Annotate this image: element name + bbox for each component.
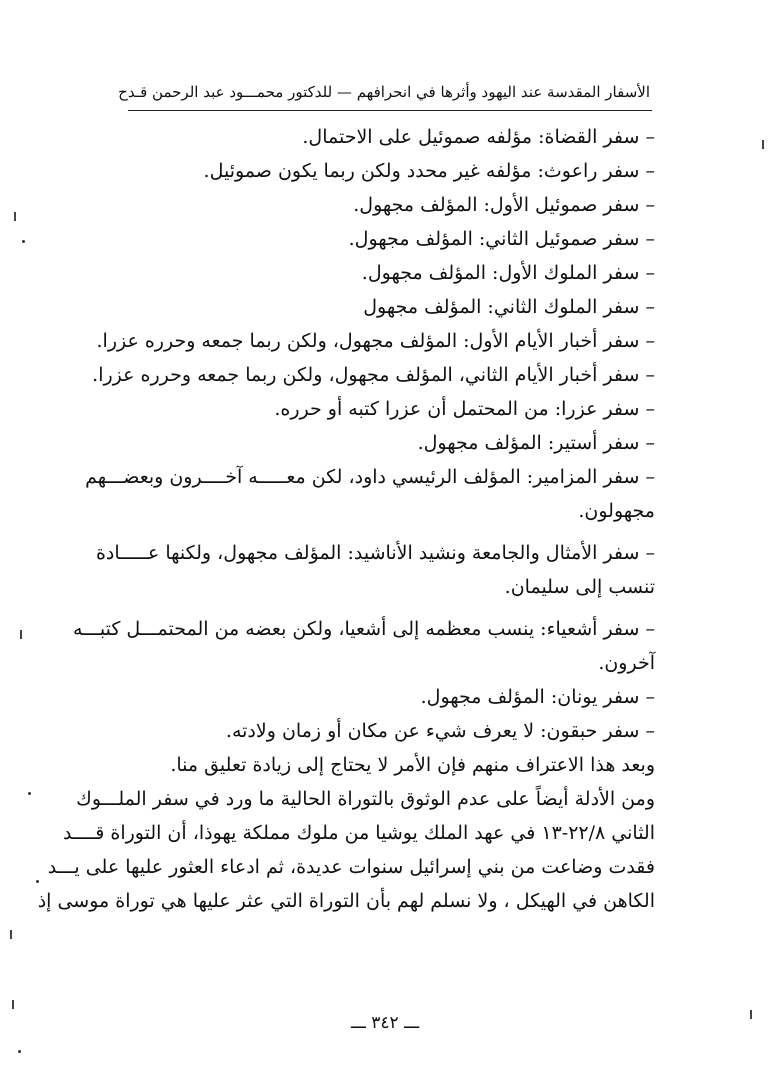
text-line: وبعد هذا الاعتراف منهم فإن الأمر لا يحتاج إلى زيادة تعليق منا. <box>170 754 655 776</box>
scan-mark <box>36 880 39 883</box>
text-line: – سفر الأمثال والجامعة ونشيد الأناشيد: المؤلف مجهول، ولكنها عـــــادة <box>95 542 655 564</box>
text-line: – سفر راعوث: مؤلفه غير محدد ولكن ربما يكون صموئيل. <box>203 160 655 182</box>
text-line: – سفر أستير: المؤلف مجهول. <box>417 432 655 454</box>
scan-mark <box>18 1050 21 1053</box>
text-line: – سفر عزرا: من المحتمل أن عزرا كتبه أو حرره. <box>274 398 655 420</box>
running-header: الأسفار المقدسة عند اليهود وأثرها في انحرافهم — للدكتور محمـــود عبد الرحمن قـدح <box>118 83 650 101</box>
text-line: – سفر أخبار الأيام الأول: المؤلف مجهول، ولكن ربما جمعه وحرره عزرا. <box>96 330 655 352</box>
text-line: الثاني ٢٢/٨-١٣ في عهد الملك يوشيا من ملوك مملكة يهوذا، أن التوراة قــــد <box>63 822 655 844</box>
text-line: – سفر صموئيل الثاني: المؤلف مجهول. <box>348 228 655 250</box>
text-line: آخرون. <box>598 652 655 674</box>
text-line: – سفر الملوك الثاني: المؤلف مجهول <box>363 296 655 318</box>
scan-mark <box>750 1010 752 1019</box>
text-line: – سفر المزامير: المؤلف الرئيسي داود، لكن معـــــه آخــــرون وبعضـــهم <box>85 466 655 488</box>
text-line: تنسب إلى سليمان. <box>504 576 655 598</box>
scan-mark <box>22 240 25 243</box>
paragraph-gap <box>120 528 655 536</box>
paragraph-gap <box>120 604 655 612</box>
scan-mark <box>20 630 22 639</box>
scan-mark <box>762 140 764 149</box>
text-line: – سفر أخبار الأيام الثاني، المؤلف مجهول، ولكن ربما جمعه وحرره عزرا. <box>92 364 655 386</box>
text-line: – سفر صموئيل الأول: المؤلف مجهول. <box>353 194 655 216</box>
text-line: ومن الأدلة أيضاً على عدم الوثوق بالتوراة الحالية ما ورد في سفر الملـــوك <box>76 788 655 810</box>
text-line: – سفر أشعياء: ينسب معظمه إلى أشعيا، ولكن بعضه من المحتمـــل كتبـــه <box>72 618 655 640</box>
text-line: – سفر حبقون: لا يعرف شيء عن مكان أو زمان ولادته. <box>225 720 655 742</box>
text-line: – سفر القضاة: مؤلفه صموئيل على الاحتمال. <box>302 126 655 148</box>
body-text <box>37 120 655 918</box>
page-number: ـــ ٣٤٢ ـــ <box>350 1013 420 1033</box>
text-line: مجهولون. <box>578 500 655 522</box>
scan-mark <box>10 930 12 939</box>
scan-mark <box>28 792 31 795</box>
header-rule <box>128 110 652 111</box>
scan-mark <box>12 1000 14 1009</box>
text-line: فقدت وضاعت من بني إسرائيل سنوات عديدة، ثم ادعاء العثور عليها على يـــد <box>47 856 655 878</box>
text-line: – سفر الملوك الأول: المؤلف مجهول. <box>361 262 655 284</box>
scan-mark <box>14 212 16 221</box>
text-line: – سفر يونان: المؤلف مجهول. <box>420 686 655 708</box>
text-line: الكاهن في الهيكل ، ولا نسلم لهم بأن التوراة التي عثر عليها هي توراة موسى إذ <box>37 890 655 912</box>
